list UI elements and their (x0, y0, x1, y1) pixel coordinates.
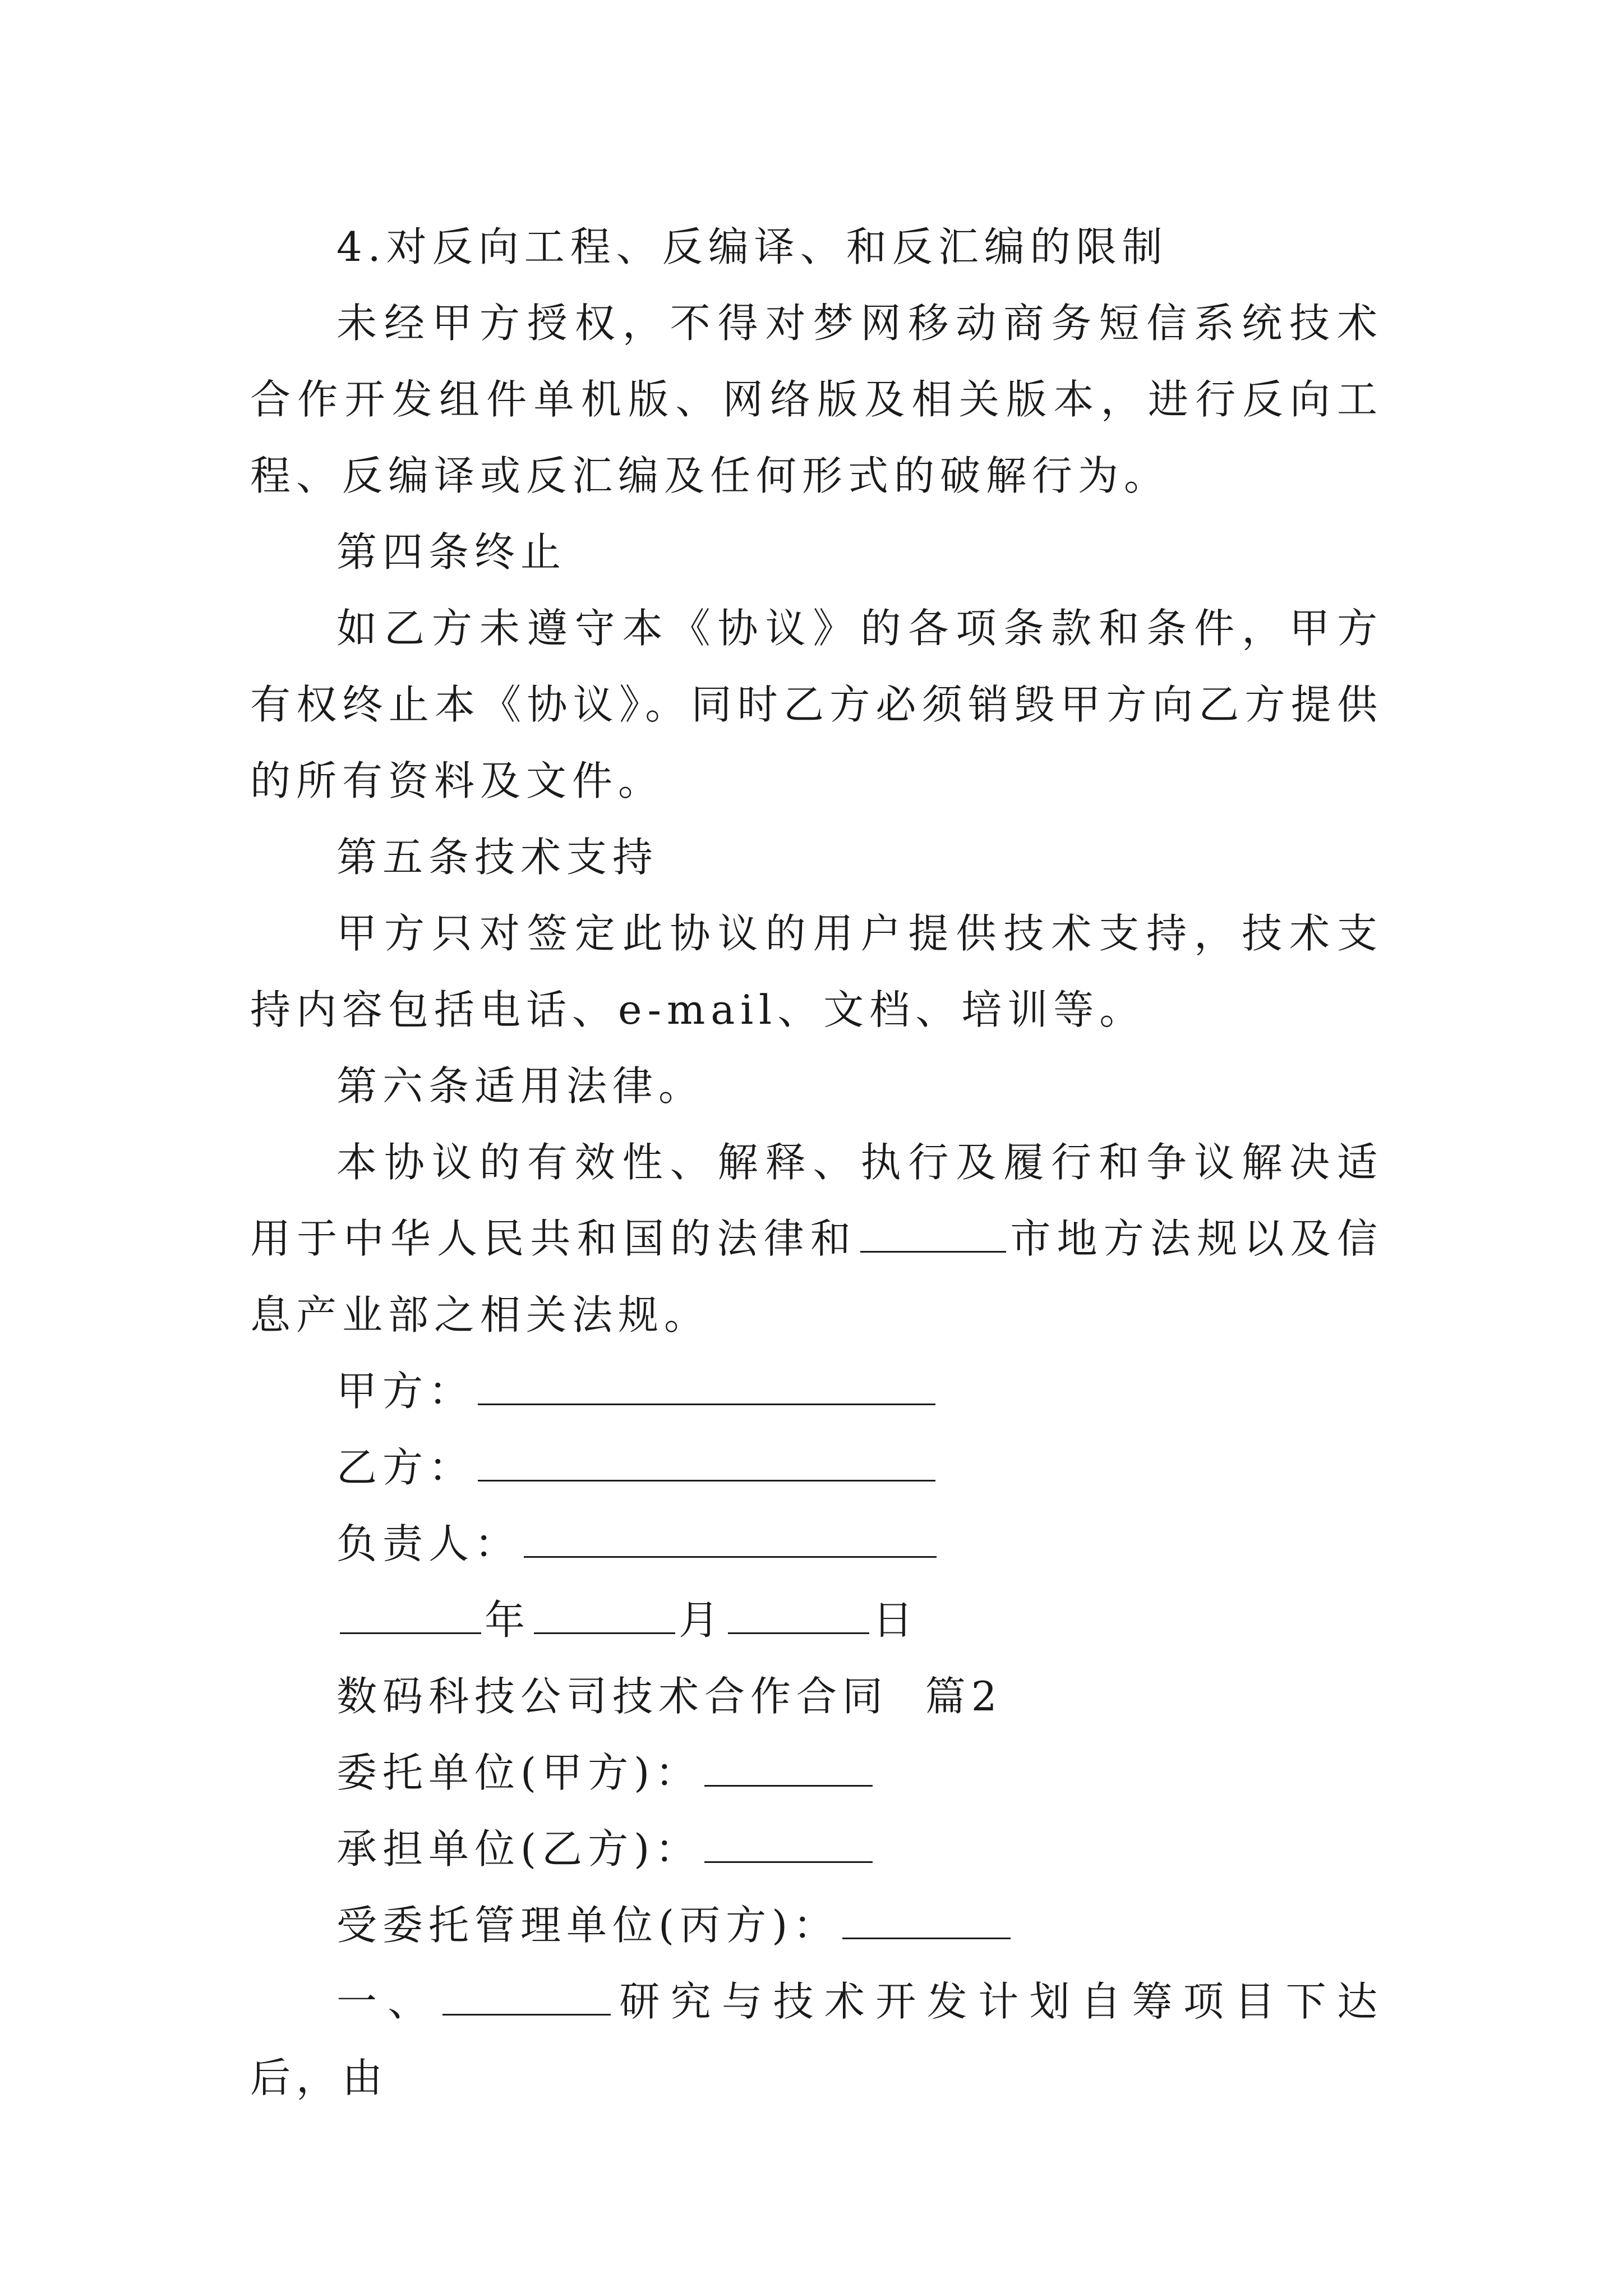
undertaker-line (250, 1811, 1383, 1887)
article-heading: 第六条适用法律。 (336, 1062, 705, 1110)
person-in-charge-label: 负责人： (336, 1520, 521, 1567)
client-label: 委托单位(甲方)： (336, 1749, 702, 1796)
signature-line-party-b (250, 1429, 1383, 1506)
signature-line-party-a (250, 1353, 1383, 1429)
party-b-label: 乙方： (336, 1444, 475, 1491)
month-label: 月 (679, 1596, 725, 1644)
document-body (250, 209, 1383, 2116)
undertaker-blank (704, 1824, 873, 1863)
undertaker-label: 承担单位(乙方)： (336, 1825, 702, 1872)
client-line (250, 1734, 1383, 1811)
month-blank (534, 1595, 675, 1634)
date-line (250, 1582, 1383, 1658)
city-blank (860, 1214, 1006, 1253)
day-blank (728, 1595, 869, 1634)
day-label: 日 (873, 1596, 919, 1644)
manager-line (250, 1887, 1383, 1963)
manager-blank (842, 1901, 1011, 1939)
manager-label: 受委托管理单位(丙方)： (336, 1902, 840, 1949)
section-paragraph: 未经甲方授权，不得对梦网移动商务短信系统技术合作开发组件单机版、网络版及相关版本，进行反向工程、反编译或反汇编及任何形式的破解行为。 (250, 300, 1383, 499)
client-blank (704, 1748, 873, 1787)
clause-1-prefix: 一、 (336, 1978, 439, 2025)
party-a-label: 甲方： (336, 1368, 475, 1415)
law-text-before: 本协议的有效性、解释、执行及履行和争议解决适用于中华人民共和国的法律和 (250, 1139, 1383, 1262)
section-heading: 4.对反向工程、反编译、和反汇编的限制 (336, 223, 1168, 270)
article-heading: 第四条终止 (336, 528, 567, 576)
clause-1 (250, 1963, 1383, 2116)
contract-title: 数码科技公司技术合作合同 篇2 (336, 1673, 1003, 1720)
signature-line-person-in-charge (250, 1506, 1383, 1582)
year-label: 年 (485, 1596, 531, 1644)
article-paragraph (250, 1124, 1383, 1353)
clause-1-text: 研究与技术开发计划自筹项目下达后，由 (250, 1978, 1383, 2101)
party-a-blank (478, 1366, 935, 1405)
clause-1-blank (442, 1977, 611, 2016)
party-b-blank (478, 1443, 935, 1481)
person-in-charge-blank (524, 1519, 937, 1558)
year-blank (340, 1595, 481, 1634)
law-text-after: 市地方法规以及信息产业部之相关法规。 (250, 1215, 1383, 1338)
article-paragraph: 甲方只对签定此协议的用户提供技术支持，技术支持内容包括电话、e-mail、文档、培训等。 (250, 910, 1383, 1033)
article-heading: 第五条技术支持 (336, 834, 659, 881)
article-paragraph: 如乙方未遵守本《协议》的各项条款和条件，甲方有权终止本《协议》。同时乙方必须销毁甲方向乙方提供的所有资料及文件。 (250, 605, 1383, 804)
